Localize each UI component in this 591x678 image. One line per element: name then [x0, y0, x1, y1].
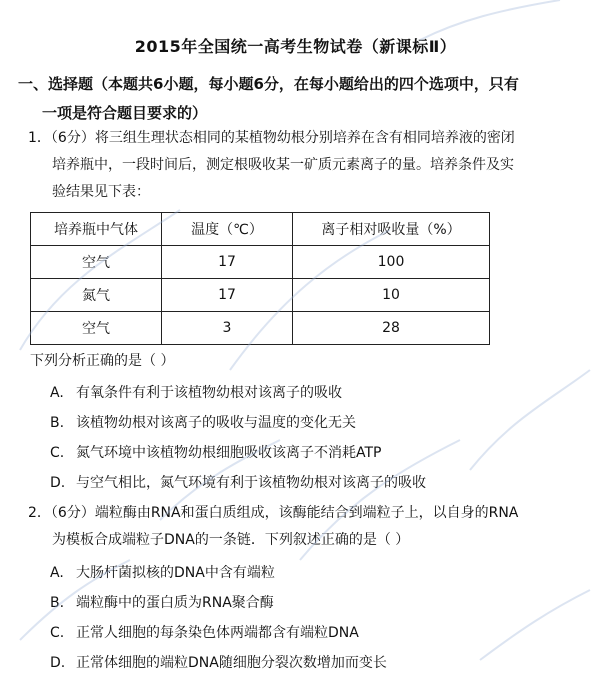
option-text: 正常体细胞的端粒DNA随细胞分裂次数增加而变长	[76, 655, 387, 671]
q1-option-b[interactable]	[50, 412, 356, 432]
table-cell: 28	[293, 312, 490, 345]
option-text: 与空气相比，氮气环境有利于该植物幼根对该离子的吸收	[76, 475, 426, 491]
q1-prompt: 下列分析正确的是（ ）	[30, 353, 175, 369]
q1-option-a[interactable]	[50, 382, 342, 402]
page-title: 2015年全国统一高考生物试卷（新课标Ⅱ）	[134, 37, 457, 56]
table-header-row	[31, 213, 490, 246]
q2-option-d[interactable]	[50, 652, 387, 672]
q1-line2: 培养瓶中，一段时间后，测定根吸收某一矿质元素离子的量。培养条件及实	[52, 157, 514, 173]
option-letter: D.	[50, 475, 66, 491]
question-2-stem	[28, 500, 568, 554]
option-text: 有氧条件有利于该植物幼根对该离子的吸收	[76, 385, 342, 401]
table-cell: 100	[293, 246, 490, 279]
table-row	[31, 246, 490, 279]
option-letter: D.	[50, 655, 66, 671]
table-cell: 氮气	[31, 279, 162, 312]
option-letter: B.	[50, 595, 65, 611]
option-text: 端粒酶中的蛋白质为RNA聚合酶	[76, 595, 274, 611]
q1-line1: 1．（6分）将三组生理状态相同的某植物幼根分别培养在含有相同培养液的密闭	[28, 130, 515, 146]
option-letter: B.	[50, 415, 65, 431]
option-text: 正常人细胞的每条染色体两端都含有端粒DNA	[76, 625, 359, 641]
table-header-cell: 培养瓶中气体	[31, 213, 162, 246]
option-text: 该植物幼根对该离子的吸收与温度的变化无关	[76, 415, 356, 431]
q2-line2: 为模板合成端粒子DNA的一条链．下列叙述正确的是（ ）	[52, 532, 410, 548]
option-letter: C.	[50, 625, 65, 641]
option-letter: A.	[50, 385, 64, 401]
q1-option-c[interactable]	[50, 442, 381, 462]
q1-option-d[interactable]	[50, 472, 426, 492]
q1-line3: 验结果见下表：	[52, 184, 150, 200]
table-header-cell: 温度（℃）	[162, 213, 293, 246]
table-cell: 空气	[31, 246, 162, 279]
option-letter: A.	[50, 565, 64, 581]
section-heading	[18, 70, 578, 128]
results-table	[30, 212, 490, 345]
option-text: 大肠杆菌拟核的DNA中含有端粒	[76, 565, 275, 581]
question-1-stem	[28, 125, 568, 206]
table-header-cell: 离子相对吸收量（%）	[293, 213, 490, 246]
section-heading-line1: 一、选择题（本题共6小题，每小题6分，在每小题给出的四个选项中，只有	[18, 75, 519, 93]
q2-line1: 2．（6分）端粒酶由RNA和蛋白质组成，该酶能结合到端粒子上，以自身的RNA	[28, 505, 519, 521]
table-cell: 17	[162, 279, 293, 312]
table-cell: 空气	[31, 312, 162, 345]
q2-option-a[interactable]	[50, 562, 275, 582]
q2-option-c[interactable]	[50, 622, 359, 642]
option-letter: C.	[50, 445, 65, 461]
q2-option-b[interactable]	[50, 592, 274, 612]
section-heading-line2: 一项是符合题目要求的）	[42, 104, 208, 122]
option-text: 氮气环境中该植物幼根细胞吸收该离子不消耗ATP	[76, 445, 382, 461]
table-row	[31, 312, 490, 345]
table-cell: 10	[293, 279, 490, 312]
table-cell: 17	[162, 246, 293, 279]
table-cell: 3	[162, 312, 293, 345]
table-row	[31, 279, 490, 312]
